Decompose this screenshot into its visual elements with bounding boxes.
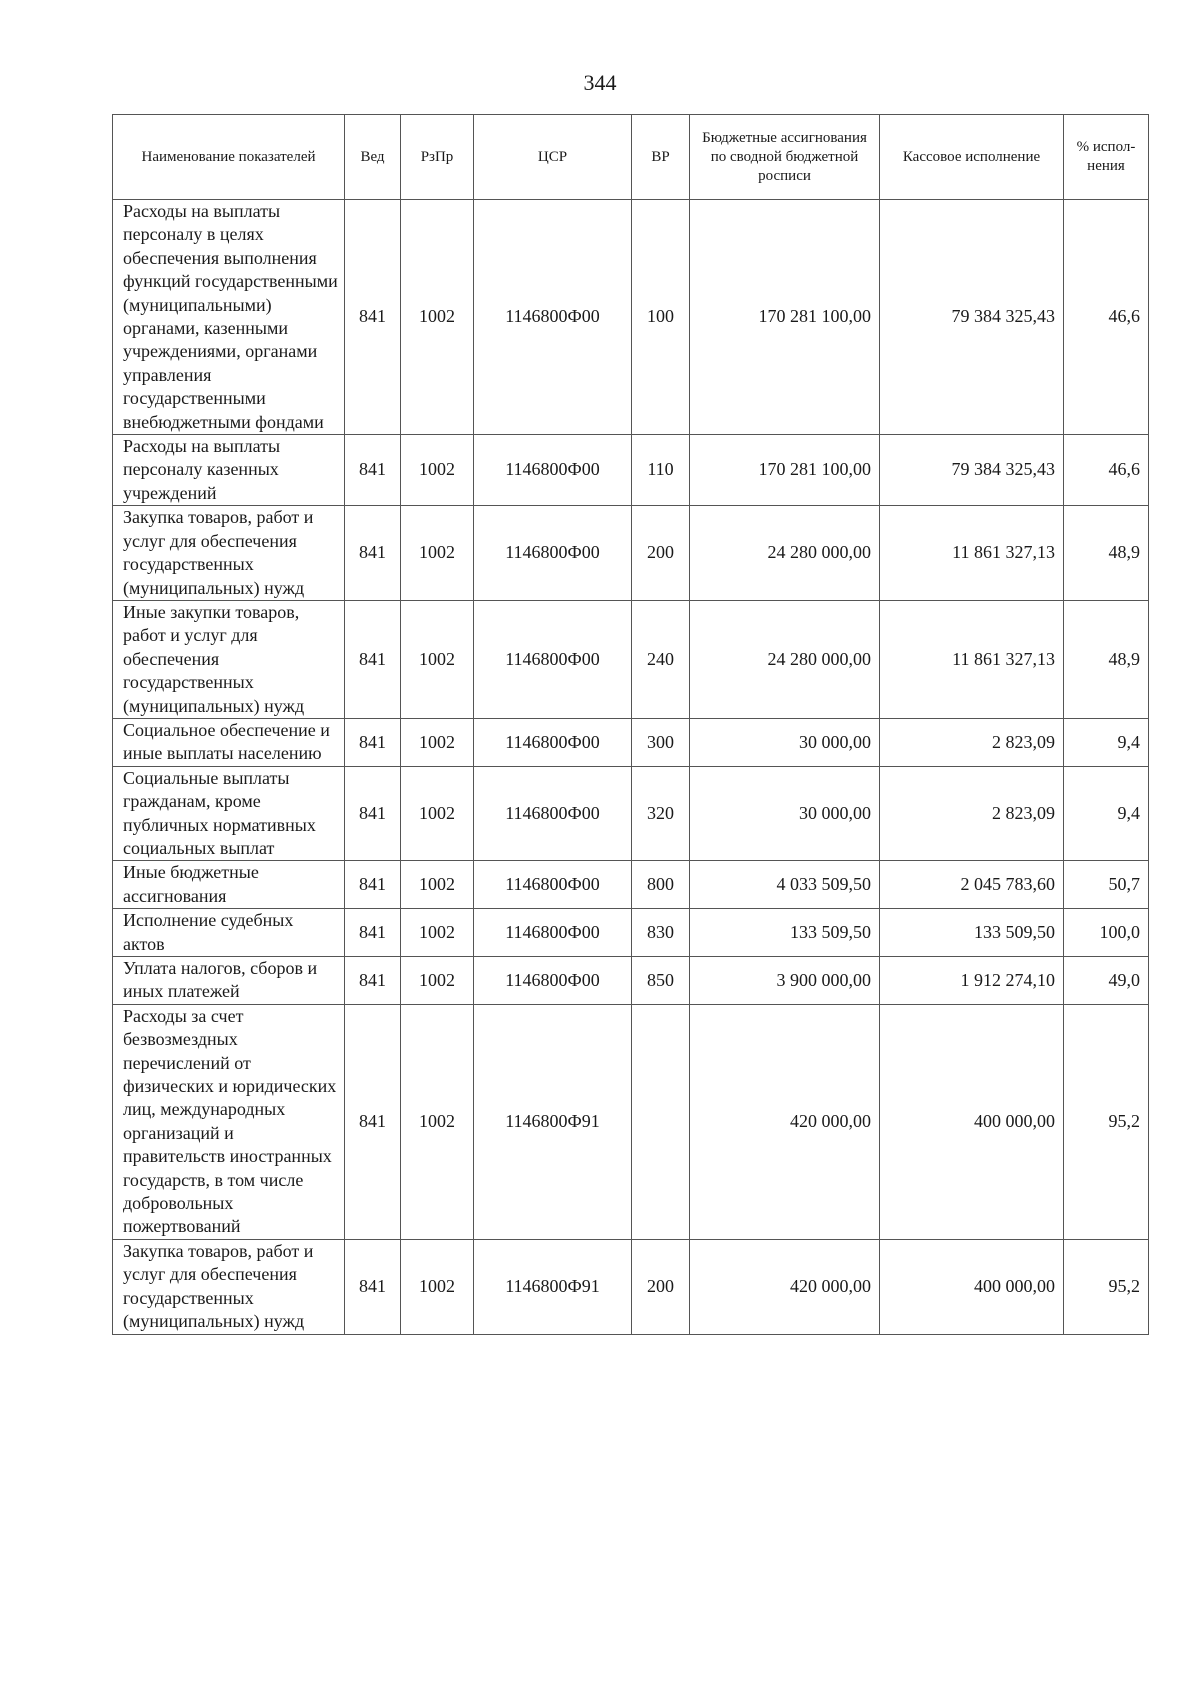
cell-rzpr: 1002 [401, 600, 474, 718]
cell-ved: 841 [345, 861, 401, 909]
cell-execution: 133 509,50 [880, 909, 1064, 957]
cell-name: Расходы на выплаты персоналу в целях обеспечения выполнения функций государственными (муниципальными) органами, казенными учреждениями, органами управления государственными внебюджетными фондами [113, 200, 345, 435]
cell-assignments: 30 000,00 [690, 718, 880, 766]
header-csr: ЦСР [474, 115, 632, 200]
table-body [113, 200, 1149, 1335]
header-assignments: Бюджетные ассигнования по сводной бюджетной росписи [690, 115, 880, 200]
cell-assignments: 24 280 000,00 [690, 600, 880, 718]
cell-execution: 2 045 783,60 [880, 861, 1064, 909]
cell-csr: 1146800Ф00 [474, 909, 632, 957]
cell-name: Расходы на выплаты персоналу казенных учреждений [113, 435, 345, 506]
cell-ved: 841 [345, 600, 401, 718]
cell-assignments: 420 000,00 [690, 1239, 880, 1334]
cell-percent: 100,0 [1064, 909, 1149, 957]
cell-percent: 50,7 [1064, 861, 1149, 909]
cell-execution: 400 000,00 [880, 1239, 1064, 1334]
cell-percent: 48,9 [1064, 506, 1149, 601]
table-row [113, 200, 1149, 435]
cell-rzpr: 1002 [401, 718, 474, 766]
cell-name: Уплата налогов, сборов и иных платежей [113, 957, 345, 1005]
cell-assignments: 133 509,50 [690, 909, 880, 957]
cell-name: Исполнение судебных актов [113, 909, 345, 957]
table-row [113, 1004, 1149, 1239]
cell-percent: 9,4 [1064, 718, 1149, 766]
cell-percent: 9,4 [1064, 766, 1149, 861]
cell-percent: 46,6 [1064, 435, 1149, 506]
cell-assignments: 30 000,00 [690, 766, 880, 861]
cell-csr: 1146800Ф00 [474, 200, 632, 435]
cell-percent: 48,9 [1064, 600, 1149, 718]
header-vr: ВР [632, 115, 690, 200]
header-rzpr: РзПр [401, 115, 474, 200]
cell-execution: 79 384 325,43 [880, 435, 1064, 506]
table-row [113, 718, 1149, 766]
cell-rzpr: 1002 [401, 435, 474, 506]
cell-rzpr: 1002 [401, 506, 474, 601]
header-name: Наименование показателей [113, 115, 345, 200]
budget-execution-table [112, 114, 1149, 1335]
cell-assignments: 4 033 509,50 [690, 861, 880, 909]
cell-vr: 850 [632, 957, 690, 1005]
cell-assignments: 170 281 100,00 [690, 435, 880, 506]
cell-execution: 79 384 325,43 [880, 200, 1064, 435]
cell-vr: 240 [632, 600, 690, 718]
cell-vr [632, 1004, 690, 1239]
cell-rzpr: 1002 [401, 957, 474, 1005]
cell-ved: 841 [345, 909, 401, 957]
cell-execution: 11 861 327,13 [880, 506, 1064, 601]
cell-csr: 1146800Ф00 [474, 506, 632, 601]
table-row [113, 957, 1149, 1005]
table-header-row [113, 115, 1149, 200]
cell-assignments: 24 280 000,00 [690, 506, 880, 601]
cell-assignments: 420 000,00 [690, 1004, 880, 1239]
cell-ved: 841 [345, 718, 401, 766]
cell-ved: 841 [345, 1239, 401, 1334]
cell-name: Социальные выплаты гражданам, кроме публичных нормативных социальных выплат [113, 766, 345, 861]
header-percent: % испол-нения [1064, 115, 1149, 200]
cell-csr: 1146800Ф91 [474, 1239, 632, 1334]
header-ved: Вед [345, 115, 401, 200]
cell-ved: 841 [345, 506, 401, 601]
cell-csr: 1146800Ф00 [474, 861, 632, 909]
cell-ved: 841 [345, 1004, 401, 1239]
cell-rzpr: 1002 [401, 909, 474, 957]
cell-csr: 1146800Ф00 [474, 600, 632, 718]
cell-percent: 95,2 [1064, 1004, 1149, 1239]
table-row [113, 909, 1149, 957]
table-row [113, 600, 1149, 718]
table-row [113, 435, 1149, 506]
cell-execution: 1 912 274,10 [880, 957, 1064, 1005]
cell-ved: 841 [345, 957, 401, 1005]
cell-name: Расходы за счет безвозмездных перечислений от физических и юридических лиц, международных организаций и правительств иностранных государств, в том числе добровольных пожертвований [113, 1004, 345, 1239]
cell-execution: 11 861 327,13 [880, 600, 1064, 718]
cell-name: Социальное обеспечение и иные выплаты населению [113, 718, 345, 766]
cell-name: Иные закупки товаров, работ и услуг для обеспечения государственных (муниципальных) нужд [113, 600, 345, 718]
cell-vr: 830 [632, 909, 690, 957]
cell-vr: 200 [632, 506, 690, 601]
cell-csr: 1146800Ф00 [474, 435, 632, 506]
cell-csr: 1146800Ф00 [474, 957, 632, 1005]
cell-execution: 400 000,00 [880, 1004, 1064, 1239]
cell-ved: 841 [345, 200, 401, 435]
cell-rzpr: 1002 [401, 1239, 474, 1334]
cell-name: Иные бюджетные ассигнования [113, 861, 345, 909]
cell-ved: 841 [345, 435, 401, 506]
cell-vr: 800 [632, 861, 690, 909]
cell-name: Закупка товаров, работ и услуг для обеспечения государственных (муниципальных) нужд [113, 506, 345, 601]
cell-vr: 110 [632, 435, 690, 506]
cell-rzpr: 1002 [401, 861, 474, 909]
cell-percent: 49,0 [1064, 957, 1149, 1005]
cell-execution: 2 823,09 [880, 766, 1064, 861]
cell-vr: 200 [632, 1239, 690, 1334]
cell-ved: 841 [345, 766, 401, 861]
page-number: 344 [583, 70, 617, 95]
cell-rzpr: 1002 [401, 766, 474, 861]
cell-percent: 46,6 [1064, 200, 1149, 435]
cell-rzpr: 1002 [401, 200, 474, 435]
cell-rzpr: 1002 [401, 1004, 474, 1239]
cell-execution: 2 823,09 [880, 718, 1064, 766]
cell-assignments: 170 281 100,00 [690, 200, 880, 435]
cell-csr: 1146800Ф91 [474, 1004, 632, 1239]
cell-vr: 320 [632, 766, 690, 861]
cell-vr: 100 [632, 200, 690, 435]
cell-percent: 95,2 [1064, 1239, 1149, 1334]
table-row [113, 506, 1149, 601]
header-execution: Кассовое исполнение [880, 115, 1064, 200]
cell-csr: 1146800Ф00 [474, 766, 632, 861]
cell-vr: 300 [632, 718, 690, 766]
cell-assignments: 3 900 000,00 [690, 957, 880, 1005]
table-row [113, 1239, 1149, 1334]
table-row [113, 766, 1149, 861]
cell-name: Закупка товаров, работ и услуг для обеспечения государственных (муниципальных) нужд [113, 1239, 345, 1334]
table-row [113, 861, 1149, 909]
cell-csr: 1146800Ф00 [474, 718, 632, 766]
